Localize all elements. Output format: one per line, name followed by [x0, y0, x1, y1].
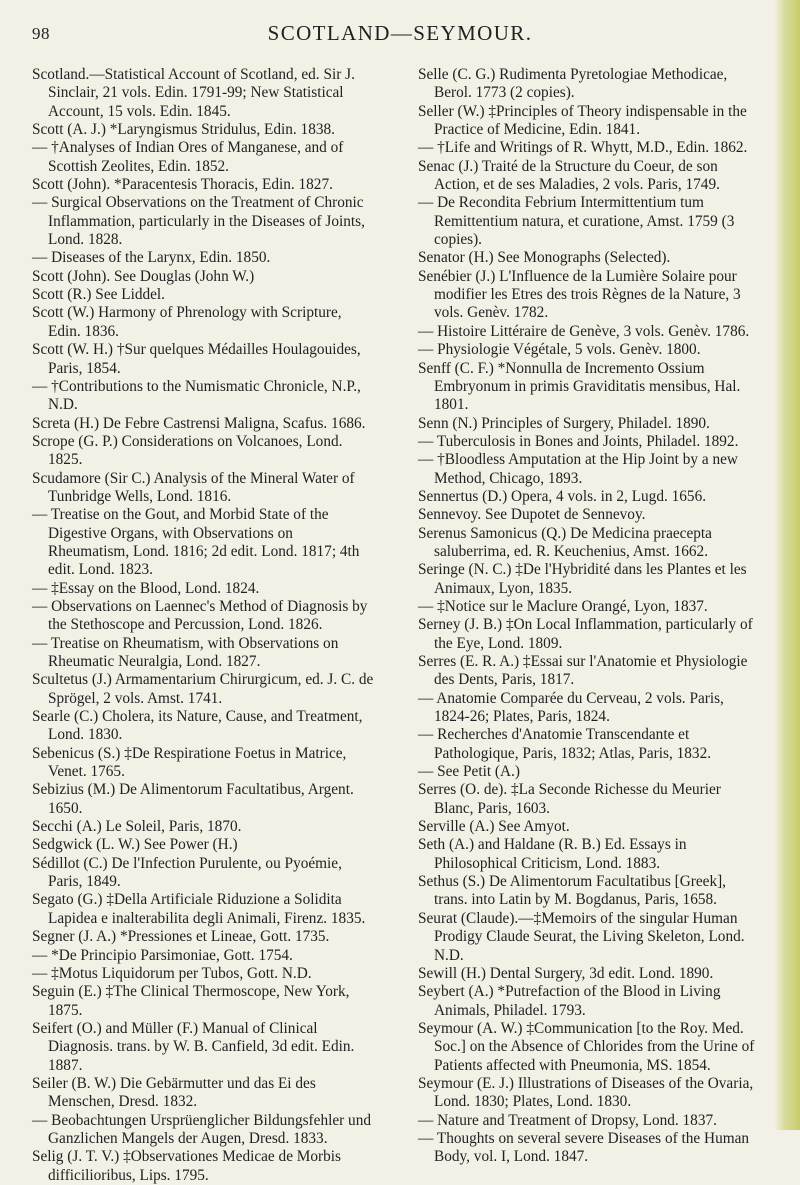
catalogue-entry: Sebizius (M.) De Alimentorum Facultatibus, Argent. 1650. — [32, 781, 354, 817]
left-column — [32, 66, 377, 1185]
catalogue-entry: Scultetus (J.) Armamentarium Chirurgicum, ed. J. C. de Sprögel, 2 vols. Amst. 1741. — [32, 671, 374, 707]
catalogue-entry: Seurat (Claude).—‡Memoirs of the singular Human Prodigy Claude Seurat, the Living Skeleton, Lond. N.D. — [418, 909, 745, 964]
catalogue-entry: — †Analyses of Indian Ores of Manganese, and of Scottish Zeolites, Edin. 1852. — [32, 139, 344, 175]
catalogue-entry: Serney (J. B.) ‡On Local Inflammation, particularly of the Eye, Lond. 1809. — [418, 616, 753, 652]
catalogue-entry: — Beobachtungen Ursprüenglicher Bildungsfehler und Ganzlichen Mangels der Augen, Dresd. 1833. — [32, 1111, 371, 1147]
catalogue-entry: — ‡Essay on the Blood, Lond. 1824. — [32, 579, 260, 597]
catalogue-entry: Seymour (E. J.) Illustrations of Diseases of the Ovaria, Lond. 1830; Plates, Lond. 1830. — [418, 1074, 754, 1111]
catalogue-entry: Selig (J. T. V.) ‡Observationes Medicae de Morbis difficilioribus, Lips. 1795. — [32, 1148, 342, 1184]
catalogue-entry: Sennertus (D.) Opera, 4 vols. in 2, Lugd. 1656. — [418, 487, 707, 505]
catalogue-entry: — Diseases of the Larynx, Edin. 1850. — [32, 249, 271, 267]
catalogue-entry: Scudamore (Sir C.) Analysis of the Mineral Water of Tunbridge Wells, Lond. 1816. — [32, 469, 355, 505]
catalogue-entry: — Surgical Observations on the Treatment of Chronic Inflammation, particularly in the Diseases of Joints, Lond. 1828. — [32, 194, 365, 249]
catalogue-entry: Senn (N.) Principles of Surgery, Philadel. 1890. — [418, 414, 710, 432]
catalogue-entry: — †Life and Writings of R. Whytt, M.D., Edin. 1862. — [418, 139, 748, 157]
page-edge — [774, 0, 800, 1130]
page-number: 98 — [32, 24, 50, 43]
catalogue-entry: Scott (R.) See Liddel. — [32, 286, 165, 304]
catalogue-entry: Serres (E. R. A.) ‡Essai sur l'Anatomie et Physiologie des Dents, Paris, 1817. — [418, 653, 748, 689]
catalogue-entry: Scrope (G. P.) Considerations on Volcanoes, Lond. 1825. — [32, 432, 343, 469]
catalogue-entry: Sédillot (C.) De l'Infection Purulente, ou Pyoémie, Paris, 1849. — [32, 854, 342, 891]
catalogue-entry: Segato (G.) ‡Della Artificiale Riduzione a Solidita Lapidea e inalterabilita degli Animali, Firenz. 1835. — [32, 891, 366, 927]
catalogue-entry: Screta (H.) De Febre Castrensi Maligna, Scafus. 1686. — [32, 414, 366, 432]
catalogue-entry: Selle (C. G.) Rudimenta Pyretologiae Methodicae, Berol. 1773 (2 copies). — [418, 66, 728, 102]
catalogue-entry: Sennevoy. See Dupotet de Sennevoy. — [418, 506, 646, 524]
catalogue-entry: Scotland.—Statistical Account of Scotland, ed. Sir J. Sinclair, 21 vols. Edin. 1791-99; New Statistical Account, 15 vols. Edin. 1845. — [32, 66, 355, 120]
catalogue-entry: — †Contributions to the Numismatic Chronicle, N.P., N.D. — [32, 377, 361, 414]
catalogue-entry: — †Bloodless Amputation at the Hip Joint by a new Method, Chicago, 1893. — [418, 451, 738, 487]
catalogue-entry: — Observations on Laennec's Method of Diagnosis by the Stethoscope and Percussion, Lond. 1826. — [32, 597, 368, 634]
catalogue-entry: Senff (C. F.) *Nonnulla de Incremento Ossium Embryonum in primis Graviditatis mensibus, Hal. 1801. — [418, 359, 741, 414]
catalogue-entry: Seifert (O.) and Müller (F.) Manual of Clinical Diagnosis. trans. by W. B. Canfield, 3d edit. Edin. 1887. — [32, 1019, 355, 1074]
catalogue-entry: Sebenicus (S.) ‡De Respiratione Foetus in Matrice, Venet. 1765. — [32, 744, 347, 781]
catalogue-entry: — ‡Motus Liquidorum per Tubos, Gott. N.D. — [32, 964, 312, 982]
catalogue-entry: Searle (C.) Cholera, its Nature, Cause, and Treatment, Lond. 1830. — [32, 708, 363, 744]
catalogue-entry: — Nature and Treatment of Dropsy, Lond. 1837. — [418, 1111, 717, 1129]
catalogue-entry: Serres (O. de). ‡La Seconde Richesse du Meurier Blanc, Paris, 1603. — [418, 781, 721, 817]
catalogue-entry: Sethus (S.) De Alimentorum Facultatibus [Greek], trans. into Latin by M. Bogdanus, Paris, 1658. — [418, 873, 727, 909]
catalogue-entry: Seth (A.) and Haldane (R. B.) Ed. Essays in Philosophical Criticism, Lond. 1883. — [418, 836, 687, 872]
catalogue-entry: Senac (J.) Traité de la Structure du Coeur, de son Action, et de ses Maladies, 2 vols. Paris, 1749. — [418, 157, 720, 194]
catalogue-entry: — Treatise on the Gout, and Morbid State of the Digestive Organs, with Observations on Rheumatism, Lond. 1816; 2d edit. Lond. 1817; 4th edit. Lond. 1823. — [32, 506, 360, 579]
catalogue-entry: Sewill (H.) Dental Surgery, 3d edit. Lond. 1890. — [418, 964, 714, 982]
catalogue-entry: — Thoughts on several severe Diseases of the Human Body, vol. I, Lond. 1847. — [418, 1129, 750, 1166]
catalogue-entry: Sedgwick (L. W.) See Power (H.) — [32, 836, 238, 854]
catalogue-entry: Seringe (N. C.) ‡De l'Hybridité dans les Plantes et les Animaux, Lyon, 1835. — [418, 561, 747, 597]
catalogue-entry: Scott (A. J.) *Laryngismus Stridulus, Edin. 1838. — [32, 121, 335, 139]
running-head: SCOTLAND—SEYMOUR. — [267, 21, 533, 45]
catalogue-entry: — See Petit (A.) — [418, 763, 520, 781]
catalogue-entry: Seguin (E.) ‡The Clinical Thermoscope, New York, 1875. — [32, 983, 350, 1019]
catalogue-entry: Scott (W. H.) †Sur quelques Médailles Houlagouides, Paris, 1854. — [32, 341, 361, 377]
catalogue-entry: Seiler (B. W.) Die Gebärmutter und das Ei des Menschen, Dresd. 1832. — [32, 1074, 316, 1111]
catalogue-entry: — Tuberculosis in Bones and Joints, Philadel. 1892. — [418, 432, 739, 450]
catalogue-entry: Seybert (A.) *Putrefaction of the Blood in Living Animals, Philadel. 1793. — [418, 983, 721, 1019]
catalogue-entry: Senébier (J.) L'Influence de la Lumière Solaire pour modifier les Etres des trois Règnes de la Nature, 3 vols. Genèv. 1782. — [418, 267, 741, 322]
catalogue-entry: Segner (J. A.) *Pressiones et Lineae, Gott. 1735. — [32, 928, 330, 946]
catalogue-entry: — ‡Notice sur le Maclure Orangé, Lyon, 1837. — [418, 597, 708, 615]
catalogue-entry: Scott (John). See Douglas (John W.) — [32, 267, 255, 285]
catalogue-entry: Seymour (A. W.) ‡Communication [to the Roy. Med. Soc.] on the Absence of Chlorides from the Urine of Patients affected with Pneumonia, MS. 1854. — [418, 1019, 755, 1074]
catalogue-entry: Secchi (A.) Le Soleil, Paris, 1870. — [32, 818, 242, 836]
catalogue-entry: Serenus Samonicus (Q.) De Medicina praecepta saluberrima, ed. R. Keuchenius, Amst. 1662. — [418, 524, 712, 560]
catalogue-entry: — Anatomie Comparée du Cerveau, 2 vols. Paris, 1824-26; Plates, Paris, 1824. — [418, 689, 724, 726]
catalogue-entry: Scott (John). *Paracentesis Thoracis, Edin. 1827. — [32, 176, 333, 194]
right-column — [418, 66, 763, 1167]
catalogue-entry: Seller (W.) ‡Principles of Theory indispensable in the Practice of Medicine, Edin. 1841. — [418, 102, 747, 139]
catalogue-entry: — *De Principio Parsimoniae, Gott. 1754. — [32, 946, 293, 964]
catalogue-entry: — Treatise on Rheumatism, with Observations on Rheumatic Neuralgia, Lond. 1827. — [32, 634, 339, 670]
catalogue-entry: — Physiologie Végétale, 5 vols. Genèv. 1800. — [418, 341, 701, 359]
catalogue-entry: — De Recondita Febrium Intermittentium tum Remittentium natura, et curatione, Amst. 1759 (3 copies). — [418, 194, 735, 249]
catalogue-entry: Senator (H.) See Monographs (Selected). — [418, 249, 671, 267]
catalogue-entry: Scott (W.) Harmony of Phrenology with Scripture, Edin. 1836. — [32, 304, 342, 340]
catalogue-entry: — Recherches d'Anatomie Transcendante et Pathologique, Paris, 1832; Atlas, Paris, 1832. — [418, 726, 712, 762]
catalogue-entry: Serville (A.) See Amyot. — [418, 818, 570, 836]
catalogue-entry: — Histoire Littéraire de Genève, 3 vols. Genèv. 1786. — [418, 322, 750, 340]
